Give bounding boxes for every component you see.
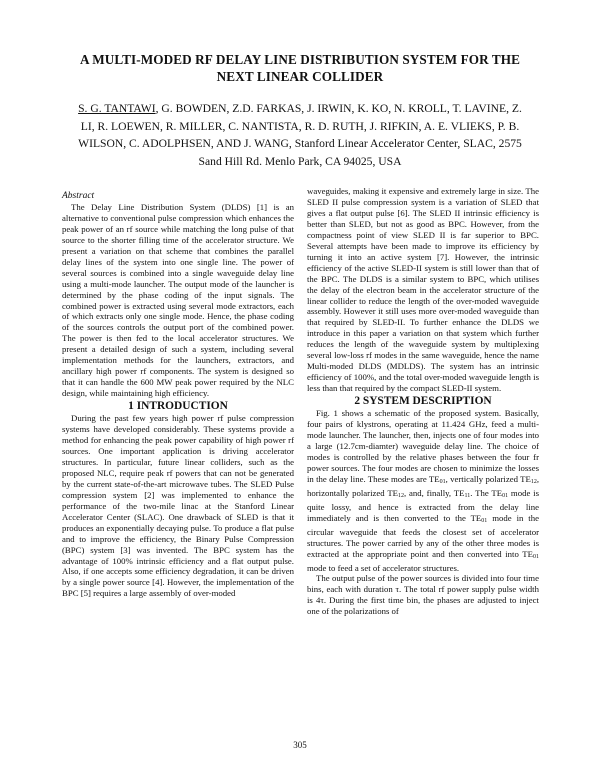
left-column bbox=[62, 191, 294, 599]
authors-line-1 bbox=[38, 100, 562, 118]
title-line-2: NEXT LINEAR COLLIDER bbox=[216, 69, 384, 84]
continued-paragraph: waveguides, making it expensive and extremely large in size. The SLED II pulse compression system is a variation of SLED that gives a flat output pulse [6]. The SLED II intrinsic efficiency is better than SLED, but not as good as BPC. However, from the compactness point of view SLED II is far superior to BPC. Several attempts have been made to improve its efficiency by turning it into an active system [7]. However, the intrinsic efficiency of the active SLED-II system is still lower than that of the BPC. The DLDS is a similar system to BPC, which utilises the delay of the electron beam in the accelerator structure of the linear collider to reduce the length of the over-moded waveguide assembly. However it still uses more over-moded waveguide than that required by SLED-II. To further enhance the DLDS we introduce in this paper a variation on that system which further reduces the length of the waveguide system by multiplexing several low-loss rf modes in the same waveguide, hence the name Multi-moded DLDS (MDLDS). The system has an intrinsic efficiency of 100%, and the total over-moded waveguide length is less than that required by the compact SLED-II system. bbox=[307, 186, 539, 394]
system-description-heading: 2 SYSTEM DESCRIPTION bbox=[354, 395, 492, 408]
authors-line-2: LI, R. LOEWEN, R. MILLER, C. NANTISTA, R. D. RUTH, J. RIFKIN, A. E. VLIEKS, P. B. bbox=[80, 119, 520, 133]
intro-heading: 1 INTRODUCTION bbox=[128, 400, 228, 413]
authors-line-1-rest: , G. BOWDEN, Z.D. FARKAS, J. IRWIN, K. KO, N. KROLL, T. LAVINE, Z. bbox=[155, 102, 522, 115]
authors-line-3: WILSON, C. ADOLPHSEN, AND J. WANG, Stanford Linear Accelerator Center, SLAC, 2575 bbox=[78, 137, 522, 151]
system-description-paragraph: Fig. 1 shows a schematic of the proposed system. Basically, four pairs of klystrons, operating at 11.424 GHz, feed a multi-mode launcher. The launcher, then, injects one of four modes into a large (12.7cm-diamter) waveguide delay line. The choice of modes is controlled by the relative phases between the four fr power sources. The four modes are chosen to minimize the losses in the delay line. These modes are $TE_{01}$, vertically polarized $TE_{12}$, horizontally polarized $TE_{12}$, and, finally, $TE_{11}$. The $TE_{01}$ mode is quite lossy, and hence is extracted from the delay line immediately and is then converted to the $TE_{01}$ mode in the circular waveguide that feeds the closest set of accelerator structures. The power carried by any of the other three modes is extracted at the appropriate point and then converted into $TE_{01}$ mode to feed a set of accelerator structures. bbox=[307, 408, 540, 573]
abstract-heading: Abstract bbox=[62, 191, 95, 201]
title-line-1: A MULTI-MODED RF DELAY LINE DISTRIBUTION SYSTEM FOR THE bbox=[79, 52, 521, 67]
authors-line-4: Sand Hill Rd. Menlo Park, CA 94025, USA bbox=[198, 154, 402, 168]
abstract-text: The Delay Line Distribution System (DLDS) [1] is an alternative to conventional pulse compression which enhances the peak power of an rf source while matching the long pulse of that source to the shorter filling time of the accelerator structure. We present a variation on that scheme that combines the parallel delay lines of the system into one single line. The power of several sources is combined into a single waveguide delay line using a multi-mode launcher. The output mode of the launcher is determined by the phase coding of the input signals. The combined power is extracted using several mode extractors, each of which extracts only one single mode. Hence, the phase coding of the sources controls the output port of the combined power. The power is then fed to the local accelerator structures. We present a detailed design of such a system, including several implementation methods for the launchers, extractors, and ancillary high power rf components. The system is designed so that it can handle the 600 MW peak power required by the NLC design, while maintaining high efficiency. bbox=[62, 201, 294, 399]
author-list bbox=[38, 100, 562, 170]
intro-text: During the past few years high power rf pulse compression systems have developed considerably. These systems provide a method for enhancing the peak power capability of high power rf sources. One important application is driving accelerator structures. In particular, future linear colliders, such as the proposed NLC, require peak rf powers that can not be generated by the current state-of-the-art microwave tubes. The SLED Pulse compression system [2] was implemented to enhance the performance of the two-mile linac at the Stanford Linear Accelerator Center (SLAC). One drawback of SLED is that it produces an exponentially decaying pulse. To produce a flat pulse and to improve the efficiency, the Binary Pulse Compression (BPC) system [3] was invented. The BPC system has the advantage of 100% intrinsic efficiency and a flat output pulse. Also, if one accepts some efficiency degradation, it can be driven by a single power source [4]. However, the implementation of the BPC [5] requires a large assembly of over-moded bbox=[62, 413, 294, 599]
first-author: S. G. TANTAWI bbox=[78, 102, 156, 115]
right-column bbox=[307, 186, 539, 617]
time-bins-paragraph: The output pulse of the power sources is divided into four time bins, each with duration τ. The total rf power supply pulse width is 4τ. During the first time bin, the phases are adjusted to inject one of the polarizations of bbox=[307, 573, 539, 617]
paper-title bbox=[40, 51, 560, 85]
page-number: 305 bbox=[293, 740, 307, 750]
